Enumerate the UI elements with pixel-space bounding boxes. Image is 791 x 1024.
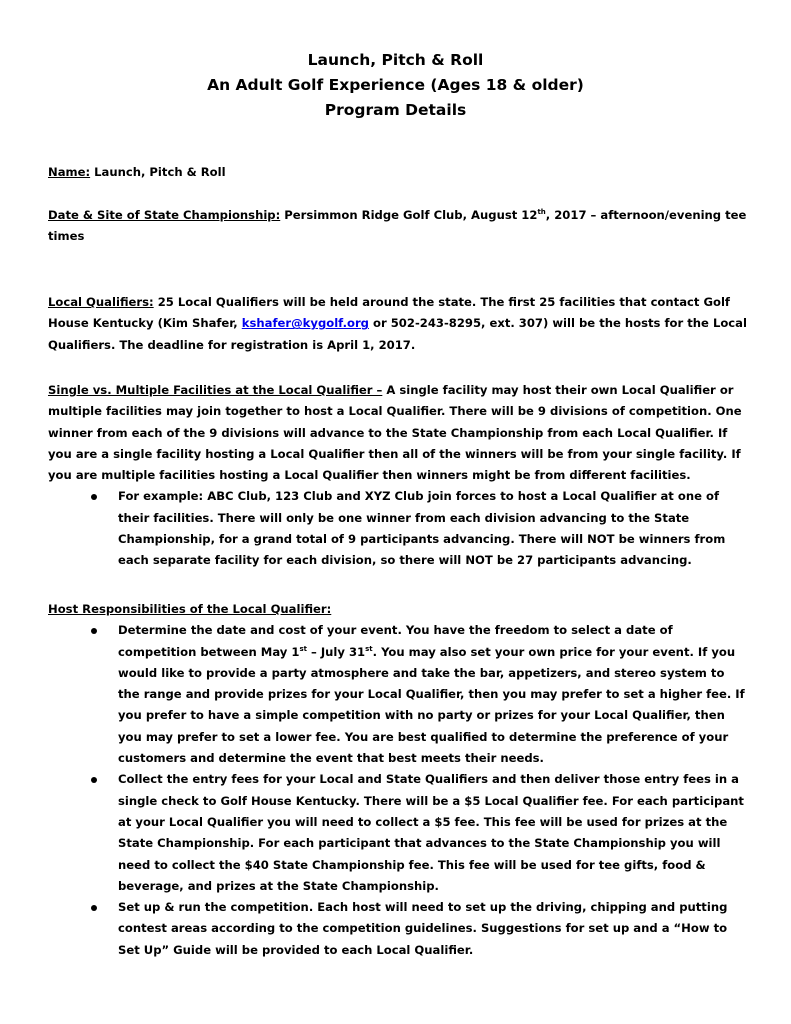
name-value: Launch, Pitch & Roll <box>90 165 226 179</box>
name-section <box>48 162 748 183</box>
title-line-3: Program Details <box>324 101 467 119</box>
example-bullet-text: For example: ABC Club, 123 Club and XYZ Club join forces to host a Local Qualifier at one of their facilities. There will only be one winner from each division advancing to the State Championship, for a grand total of 9 participants advancing. There will NOT be winners from each separate facility for each division, so there will NOT be 27 participants advancing. <box>118 489 726 568</box>
bullet3-text: Set up & run the competition. Each host will need to set up the driving, chipping and putting contest areas according to the competition guidelines. Suggestions for set up and a “How to Set Up” Guide will be provided to each Local Qualifier. <box>118 900 728 957</box>
bullet1-sup2: st <box>365 644 373 653</box>
title-line-2: An Adult Golf Experience (Ages 18 & older) <box>207 76 584 94</box>
local-qualifiers-label: Local Qualifiers: <box>48 295 154 309</box>
list-item <box>48 769 748 897</box>
bullet-icon <box>91 628 97 634</box>
local-qualifiers-text-before: 25 Local Qualifiers will be held around the state. The first 25 facilities that contact Golf House Kentucky (Kim Shafer, <box>48 295 730 331</box>
bullet-icon <box>91 777 97 783</box>
single-multiple-label: Single vs. Multiple Facilities at the Local Qualifier – <box>48 383 383 397</box>
single-multiple-text: A single facility may host their own Local Qualifier or multiple facilities may join together to host a Local Qualifier. There will be 9 divisions of competition. One winner from each of the 9 divisions will advance to the State Championship from each Local Qualifier. If you are a single facility hosting a Local Qualifier then all of the winners will be from your single facility. If you are multiple facilities hosting a Local Qualifier then winners might be from different facilities. <box>48 383 742 483</box>
host-responsibilities-bullets <box>48 620 748 961</box>
bullet1-sup1: st <box>299 644 307 653</box>
email-link[interactable]: kshafer@kygolf.org <box>241 316 369 331</box>
bullet-icon <box>91 905 97 911</box>
document-title <box>0 48 791 123</box>
date-label: Date & Site of State Championship: <box>48 208 281 222</box>
bullet1-part3: . You may also set your own price for your event. If you would like to provide a party atmosphere and take the bar, appetizers, and stereo system to the range and provide prizes for your Local Qualifier, then you may prefer to set a higher fee. If you prefer to have a simple competition with no party or prizes for your Local Qualifier, then you may prefer to set a lower fee. You are best qualified to determine the preference of your customers and determine the event that best meets their needs. <box>118 644 745 766</box>
date-sup: th <box>537 208 546 217</box>
local-qualifiers-section <box>48 292 748 356</box>
bullet2-text: Collect the entry fees for your Local and State Qualifiers and then deliver those entry fees in a single check to Golf House Kentucky. There will be a $5 Local Qualifier fee. For each participant at your Local Qualifier you will need to collect a $5 fee. This fee will be used for prizes at the State Championship. For each participant that advances to the State Championship you will need to collect the $40 State Championship fee. This fee will be used for tee gifts, food & beverage, and prizes at the State Championship. <box>118 772 744 893</box>
host-responsibilities-section <box>48 599 748 961</box>
bullet1-part1: Determine the date and cost of your event. You have the freedom to select a date of competition between May 1 <box>118 623 673 659</box>
local-qualifiers-text-after: or 502-243-8295, ext. 307) will be the hosts for the Local Qualifiers. The deadline for registration is April 1, 2017. <box>48 316 747 352</box>
single-multiple-section <box>48 380 748 572</box>
bullet-icon <box>91 494 97 500</box>
bullet1-part2: – July 31 <box>306 644 366 659</box>
list-item <box>48 897 748 961</box>
name-label: Name: <box>48 165 91 179</box>
date-section <box>48 205 748 248</box>
list-item <box>48 486 748 571</box>
single-multiple-bullets <box>48 486 748 571</box>
date-text-after: , 2017 – afternoon/evening tee times <box>48 208 747 244</box>
title-line-1: Launch, Pitch & Roll <box>307 51 484 69</box>
date-text-before: Persimmon Ridge Golf Club, August 12 <box>280 208 538 222</box>
list-item <box>48 620 748 769</box>
host-responsibilities-label: Host Responsibilities of the Local Qualifier: <box>48 602 332 616</box>
single-multiple-paragraph <box>48 380 748 486</box>
